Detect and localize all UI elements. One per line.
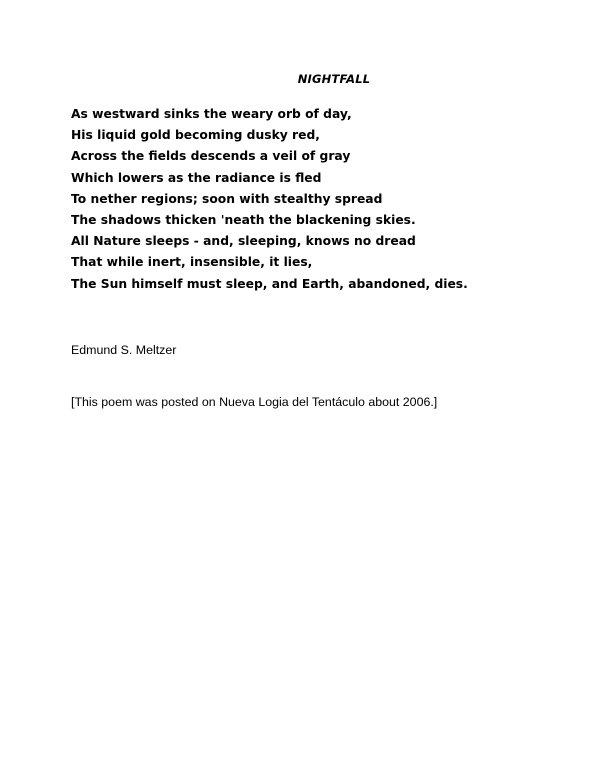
poem-line: The Sun himself must sleep, and Earth, abandoned, dies. bbox=[71, 276, 468, 291]
poem-line: To nether regions; soon with stealthy spread bbox=[71, 191, 383, 206]
poem-body bbox=[71, 104, 468, 295]
author-name: Edmund S. Meltzer bbox=[71, 343, 177, 357]
poem-line: Which lowers as the radiance is fled bbox=[71, 170, 322, 185]
poem-line: His liquid gold becoming dusky red, bbox=[71, 128, 320, 143]
poem-title: NIGHTFALL bbox=[297, 72, 371, 86]
poem-line: All Nature sleeps - and, sleeping, knows no dread bbox=[71, 234, 416, 249]
publication-note: [This poem was posted on Nueva Logia del Tentáculo about 2006.] bbox=[71, 395, 438, 409]
poem-line: The shadows thicken 'neath the blackening skies. bbox=[71, 213, 416, 228]
poem-line: Across the fields descends a veil of gray bbox=[71, 149, 351, 164]
poem-line: That while inert, insensible, it lies, bbox=[71, 255, 313, 270]
poem-line: As westward sinks the weary orb of day, bbox=[71, 107, 352, 121]
